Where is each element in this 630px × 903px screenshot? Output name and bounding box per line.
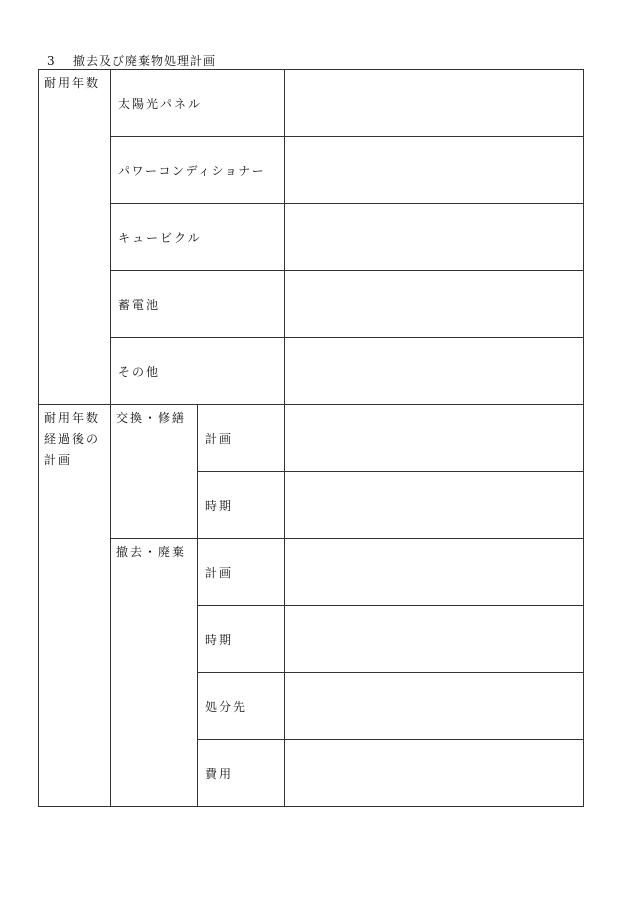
header-line: 計画 — [44, 453, 73, 467]
item-label-cubicle: キュービクル — [111, 204, 285, 271]
removal-plan-field[interactable] — [285, 539, 584, 606]
section-heading — [47, 52, 216, 69]
item-label-solar-panel: 太陽光パネル — [111, 70, 285, 137]
section-number: 3 — [47, 54, 56, 68]
table-row — [39, 539, 584, 606]
table-row — [39, 338, 584, 405]
section-title: 撤去及び廃棄物処理計画 — [73, 54, 217, 68]
disposal-plan-table — [38, 69, 584, 807]
item-label-battery: 蓄電池 — [111, 271, 285, 338]
removal-timing-field[interactable] — [285, 606, 584, 673]
table-row — [39, 70, 584, 137]
service-life-solar-panel-field[interactable] — [285, 70, 584, 137]
table-row — [39, 405, 584, 472]
service-life-other-field[interactable] — [285, 338, 584, 405]
service-life-header: 耐用年数 — [39, 70, 111, 405]
replacement-timing-field[interactable] — [285, 472, 584, 539]
removal-plan-label: 計画 — [198, 539, 285, 606]
removal-timing-label: 時期 — [198, 606, 285, 673]
table-row — [39, 204, 584, 271]
cost-label: 費用 — [198, 740, 285, 807]
table-row — [39, 271, 584, 338]
disposal-destination-field[interactable] — [285, 673, 584, 740]
replacement-timing-label: 時期 — [198, 472, 285, 539]
item-label-other: その他 — [111, 338, 285, 405]
replacement-repair-label: 交換・修繕 — [111, 405, 198, 539]
service-life-battery-field[interactable] — [285, 271, 584, 338]
disposal-destination-label: 処分先 — [198, 673, 285, 740]
cost-field[interactable] — [285, 740, 584, 807]
header-line: 耐用年数 — [44, 411, 101, 425]
replacement-plan-label: 計画 — [198, 405, 285, 472]
replacement-plan-field[interactable] — [285, 405, 584, 472]
header-line: 経過後の — [44, 432, 101, 446]
post-service-life-plan-header — [39, 405, 111, 807]
table-row — [39, 137, 584, 204]
item-label-power-conditioner: パワーコンディショナー — [111, 137, 285, 204]
service-life-power-conditioner-field[interactable] — [285, 137, 584, 204]
removal-disposal-label: 撤去・廃棄 — [111, 539, 198, 807]
service-life-cubicle-field[interactable] — [285, 204, 584, 271]
